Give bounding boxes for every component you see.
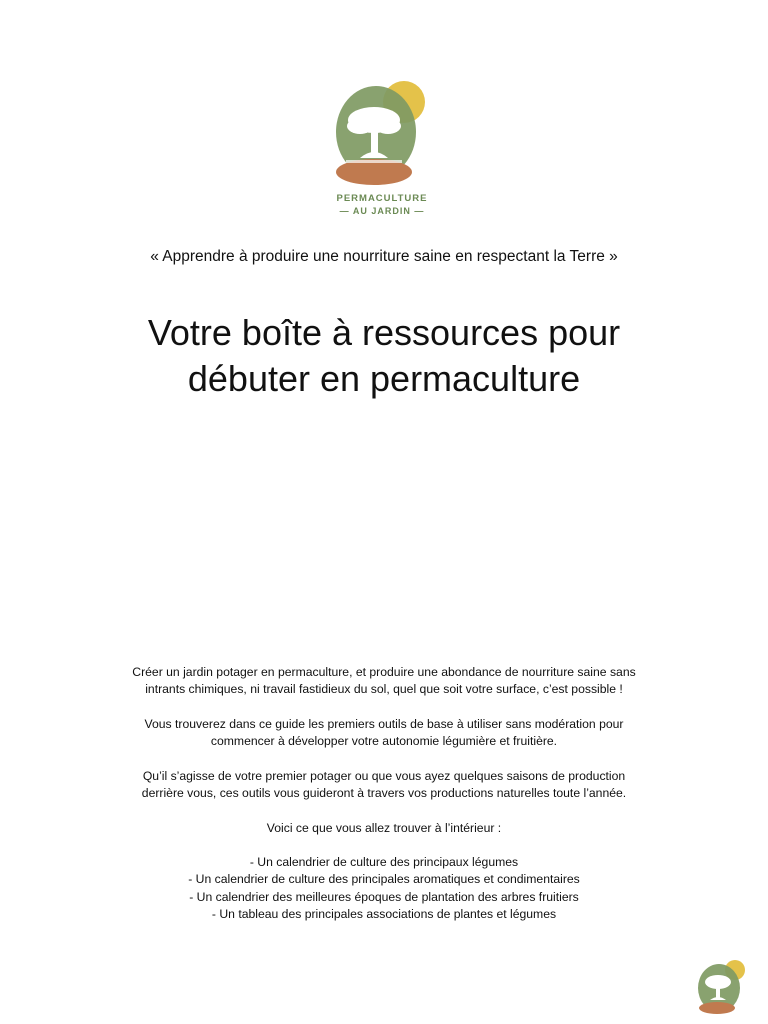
page-title (0, 310, 768, 402)
list-item: - Un calendrier de culture des principales aromatiques et condimentaires (188, 872, 580, 887)
tree-logo-icon (330, 80, 434, 190)
permaculture-logo (330, 80, 434, 220)
contents-list (124, 854, 644, 924)
title-line-2: débuter en permaculture (187, 358, 581, 399)
body-text (124, 664, 644, 923)
paragraph-3: Qu’il s’agisse de votre premier potager ou que vous ayez quelques saisons de production derrière vous, ces outils vous guideront à travers vos productions naturelles toute l’année. (141, 768, 627, 801)
list-item: - Un calendrier des meilleures époques de plantation des arbres fruitiers (189, 889, 579, 904)
list-item: - Un tableau des principales associations de plantes et légumes (211, 907, 557, 922)
paragraph-2: Vous trouverez dans ce guide les premiers outils de base à utiliser sans modération pour commencer à développer votre autonomie légumière et fruitière. (144, 716, 624, 749)
contents-intro: Voici ce que vous allez trouver à l’intérieur : (266, 821, 502, 836)
paragraph-1: Créer un jardin potager en permaculture, et produire une abondance de nourriture saine sans intrants chimiques, ni travail fastidieux du sol, quel que soit votre surface, c’est possible ! (132, 665, 636, 697)
tagline: « Apprendre à produire une nourriture saine en respectant la Terre » (150, 248, 618, 265)
logo-brand-text: PERMACULTURE (336, 193, 428, 204)
list-item: - Un calendrier de culture des principaux légumes (249, 854, 519, 869)
logo-subtitle-text: — AU JARDIN — (339, 206, 425, 216)
title-line-1: Votre boîte à ressources pour (147, 312, 621, 353)
tree-logo-icon (695, 958, 747, 1016)
corner-logo (695, 958, 747, 1016)
